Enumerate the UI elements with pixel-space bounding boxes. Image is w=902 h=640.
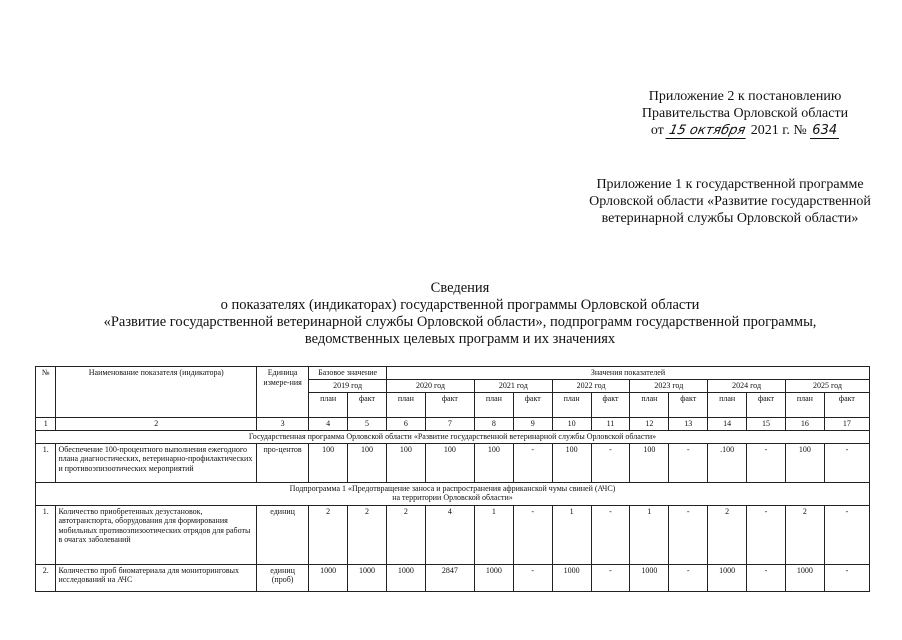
header-year: 2022 год [552,379,630,392]
header-name: Наименование показателя (индикатора) [56,367,257,418]
heading-line2: о показателях (индикаторах) государственной программы Орловской области [220,297,700,313]
header-year: 2025 год [785,379,869,392]
header-no: № [36,367,56,418]
column-number: 5 [348,417,387,430]
header-year: 2021 год [474,379,552,392]
value-cell: 1000 [785,564,824,591]
annex2-prefix: от [650,123,664,138]
column-number: 9 [513,417,552,430]
header-plan: план [708,392,747,417]
header-fact: факт [747,392,786,417]
heading-line3: «Развитие государственной ветеринарной службы Орловской области», подпрограмм государственной программы, [103,314,817,330]
header-fact: факт [425,392,474,417]
value-cell: - [824,443,869,482]
annex2-date-signature: 15 октября [666,124,749,139]
value-cell: 2 [309,505,348,564]
value-cell: - [669,505,708,564]
value-cell: - [824,564,869,591]
value-cell: 100 [309,443,348,482]
value-cell: 2 [348,505,387,564]
value-cell: 2847 [425,564,474,591]
header-plan: план [309,392,348,417]
column-number: 17 [824,417,869,430]
header-fact: факт [348,392,387,417]
header-year: 2020 год [386,379,474,392]
header-plan: план [785,392,824,417]
value-cell: - [591,505,630,564]
value-cell: 100 [552,443,591,482]
annex1-line3: ветеринарной службы Орловской области» [601,211,859,226]
value-cell: 100 [630,443,669,482]
column-number: 4 [309,417,348,430]
header-fact: факт [669,392,708,417]
column-number: 7 [425,417,474,430]
column-number: 15 [747,417,786,430]
value-cell: 100 [474,443,513,482]
value-cell: .100 [708,443,747,482]
header-year: 2023 год [630,379,708,392]
indicator-unit: единиц (проб) [257,564,309,591]
value-cell: 2 [386,505,425,564]
row-number: 1. [36,505,56,564]
value-cell: - [669,443,708,482]
value-cell: - [591,443,630,482]
annex2-year: 2021 г. № [750,123,807,138]
value-cell: 2 [708,505,747,564]
column-number: 12 [630,417,669,430]
header-unit: Единица измере-ния [257,367,309,418]
value-cell: 1000 [630,564,669,591]
header-fact: факт [824,392,869,417]
annex1-line2: Орловской области «Развитие государственной [589,194,871,209]
annex2-block [600,88,890,139]
column-number: 6 [386,417,425,430]
section-subprogram-1 [36,482,870,505]
row-number: 1. [36,443,56,482]
value-cell: - [513,564,552,591]
value-cell: - [747,443,786,482]
value-cell: 1 [630,505,669,564]
header-fact: факт [513,392,552,417]
header-base-year: 2019 год [309,379,387,392]
value-cell: - [824,505,869,564]
value-cell: 100 [348,443,387,482]
subprogram-line1: Подпрограмма 1 «Предотвращение заноса и распространения африканской чумы свиней (АЧС) [289,483,616,493]
header-plan: план [474,392,513,417]
annex1-block [560,176,900,227]
annex2-date-line [600,122,890,139]
row-number: 2. [36,564,56,591]
indicator-unit: единиц [257,505,309,564]
column-number: 11 [591,417,630,430]
annex2-number-signature: 634 [812,123,838,138]
annex2-line1: Приложение 2 к постановлению [648,89,842,104]
column-number: 3 [257,417,309,430]
section-state-program: Государственная программа Орловской области «Развитие государственной ветеринарной службы Орловской области» [36,430,870,443]
value-cell: 1000 [386,564,425,591]
value-cell: 1000 [474,564,513,591]
heading-line4: ведомственных целевых программ и их значениях [304,331,616,347]
value-cell: - [513,443,552,482]
column-number: 1 [36,417,56,430]
value-cell: - [591,564,630,591]
column-number: 10 [552,417,591,430]
header-values: Значения показателей [386,367,869,380]
indicators-table [35,366,870,592]
column-number: 14 [708,417,747,430]
column-number: 13 [669,417,708,430]
value-cell: 1000 [309,564,348,591]
value-cell: - [747,564,786,591]
column-number: 8 [474,417,513,430]
header-plan: план [552,392,591,417]
annex2-line2: Правительства Орловской области [641,106,849,121]
column-number: 2 [56,417,257,430]
value-cell: 1 [474,505,513,564]
heading-line1: Сведения [430,280,490,296]
value-cell: - [669,564,708,591]
indicator-name: Количество проб биоматериала для мониторинговых исследований на АЧС [56,564,257,591]
value-cell: 1000 [708,564,747,591]
value-cell: 2 [785,505,824,564]
value-cell: 100 [785,443,824,482]
document-heading [60,280,860,348]
indicator-name: Количество приобретенных дезустановок, автотранспорта, оборудования для формирования мобильных противоэпизоотических отрядов для работы в очагах заболеваний [56,505,257,564]
value-cell: - [513,505,552,564]
value-cell: 100 [386,443,425,482]
value-cell: 1000 [348,564,387,591]
value-cell: - [747,505,786,564]
annex1-line1: Приложение 1 к государственной программе [596,177,864,192]
value-cell: 100 [425,443,474,482]
subprogram-line2: на территории Орловской области» [392,493,513,502]
header-year: 2024 год [708,379,786,392]
value-cell: 1000 [552,564,591,591]
indicator-name: Обеспечение 100-процентного выполнения ежегодного плана диагностических, ветеринарно-профилактических и противоэпизоотических мероприятий [56,443,257,482]
value-cell: 1 [552,505,591,564]
column-number: 16 [785,417,824,430]
value-cell: 4 [425,505,474,564]
indicator-unit: про-центов [257,443,309,482]
header-base: Базовое значение [309,367,387,380]
header-plan: план [630,392,669,417]
header-plan: план [386,392,425,417]
header-fact: факт [591,392,630,417]
